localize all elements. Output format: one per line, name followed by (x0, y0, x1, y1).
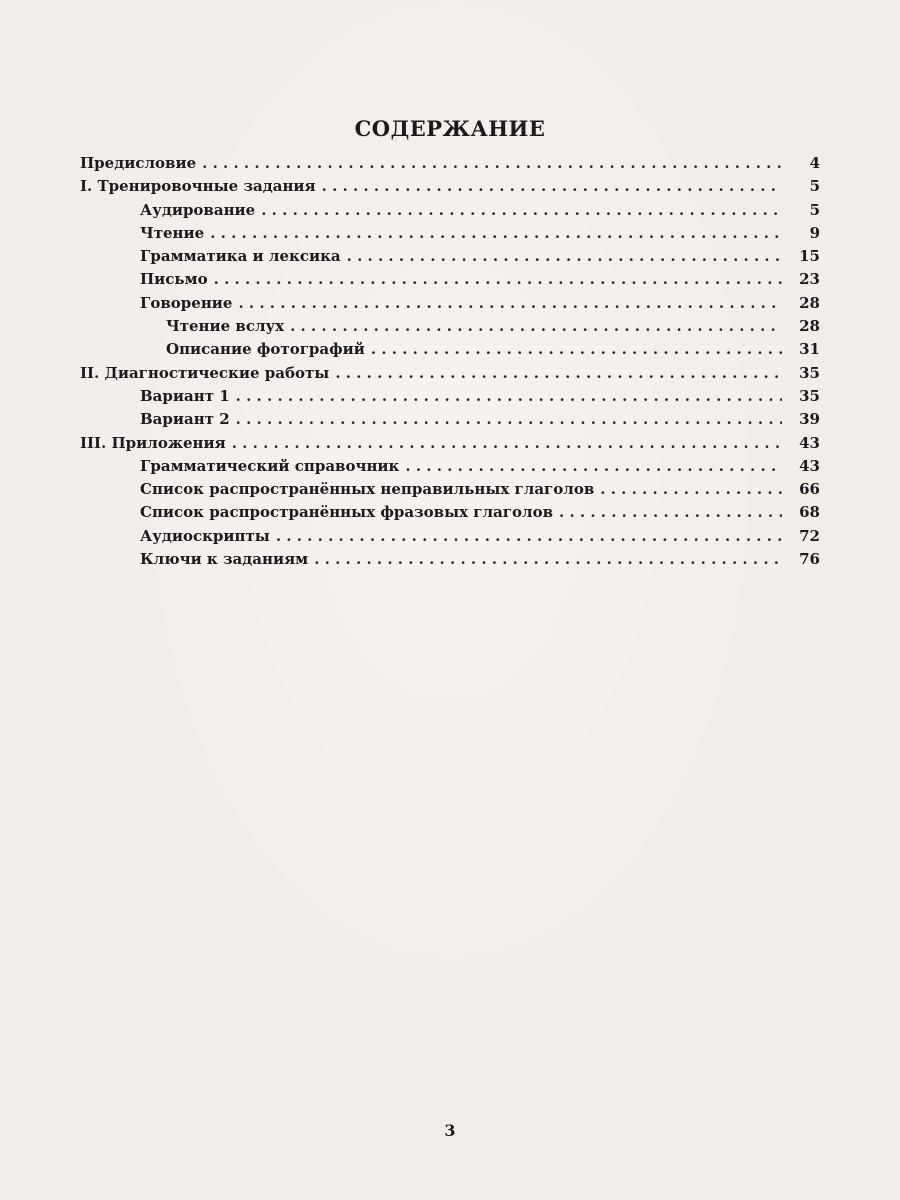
page-title: СОДЕРЖАНИЕ (354, 116, 546, 141)
toc-leader-dots (238, 294, 782, 312)
toc-entry (80, 224, 820, 247)
toc-leader-dots (322, 177, 782, 195)
toc-leader-dots (232, 434, 782, 452)
toc-entry-label: Чтение вслух (166, 317, 285, 336)
toc-entry-page: 68 (799, 503, 820, 522)
toc-entry-page: 35 (799, 363, 820, 382)
toc-entry-label: Описание фотографий (166, 340, 365, 359)
toc-entry-label: II. Диагностические работы (80, 363, 330, 382)
toc-entry-page: 35 (799, 386, 820, 405)
toc-entry-page: 5 (809, 177, 820, 196)
page-number: 3 (444, 1121, 456, 1140)
toc-entry-label: Предисловие (80, 154, 197, 172)
toc-entry-page: 28 (799, 317, 820, 336)
toc-leader-dots (290, 317, 782, 335)
toc-leader-dots (236, 410, 782, 428)
toc-entry-label: Грамматический справочник (140, 456, 400, 475)
toc-entry-page: 76 (799, 550, 820, 569)
toc-entry (80, 550, 820, 573)
toc-entry (80, 503, 820, 526)
toc-entry-page: 43 (799, 433, 820, 452)
toc-leader-dots (202, 154, 782, 172)
toc-entry (80, 364, 820, 387)
toc-entry-label: Список распространённых неправильных глаголов (140, 480, 595, 499)
toc-entry (80, 177, 820, 200)
toc-entry-label: Список распространённых фразовых глаголов (140, 503, 553, 522)
toc-leader-dots (371, 340, 782, 358)
toc-entry (80, 247, 820, 270)
toc-leader-dots (335, 364, 782, 382)
toc-entry (80, 154, 820, 177)
toc-leader-dots (236, 387, 782, 405)
toc-entry (80, 410, 820, 433)
toc-entry-page: 28 (799, 293, 820, 312)
toc-entry (80, 527, 820, 550)
toc-entry-label: Ключи к заданиям (140, 550, 309, 569)
toc-entry (80, 340, 820, 363)
toc-entry-page: 4 (809, 154, 820, 172)
toc-leader-dots (347, 247, 782, 265)
toc-entry-page: 66 (799, 480, 820, 499)
toc-entry-page: 9 (809, 223, 820, 242)
toc-leader-dots (210, 224, 782, 242)
toc-leader-dots (214, 270, 782, 288)
toc-entry (80, 480, 820, 503)
toc-entry-page: 43 (799, 456, 820, 475)
toc-entry-label: Вариант 1 (140, 386, 230, 405)
toc-leader-dots (405, 457, 782, 475)
toc-entry (80, 434, 820, 457)
toc-leader-dots (314, 550, 782, 568)
toc-entry-label: Вариант 2 (140, 410, 230, 429)
toc-entry (80, 201, 820, 224)
toc-entry (80, 294, 820, 317)
toc-entry (80, 387, 820, 410)
toc-entry-label: Аудиоскрипты (140, 526, 270, 545)
toc-leader-dots (276, 527, 782, 545)
toc-entry (80, 457, 820, 480)
toc-entry-page: 23 (799, 270, 820, 289)
toc-entry (80, 317, 820, 340)
toc-entry-page: 31 (799, 340, 820, 359)
toc-entry-label: III. Приложения (80, 433, 226, 452)
toc-entry-label: Говорение (140, 293, 233, 312)
toc-entry-label: Письмо (140, 270, 208, 289)
toc-leader-dots (600, 480, 782, 498)
toc-entry-label: Аудирование (140, 200, 256, 219)
toc-entry-page: 5 (809, 200, 820, 219)
table-of-contents (80, 154, 820, 573)
toc-entry (80, 270, 820, 293)
toc-entry-page: 15 (799, 247, 820, 266)
toc-entry-label: Чтение (140, 223, 205, 242)
toc-entry-page: 39 (799, 410, 820, 429)
toc-entry-label: I. Тренировочные задания (80, 177, 316, 196)
toc-leader-dots (261, 201, 782, 219)
toc-leader-dots (559, 503, 782, 521)
toc-entry-label: Грамматика и лексика (140, 247, 341, 266)
toc-entry-page: 72 (799, 526, 820, 545)
